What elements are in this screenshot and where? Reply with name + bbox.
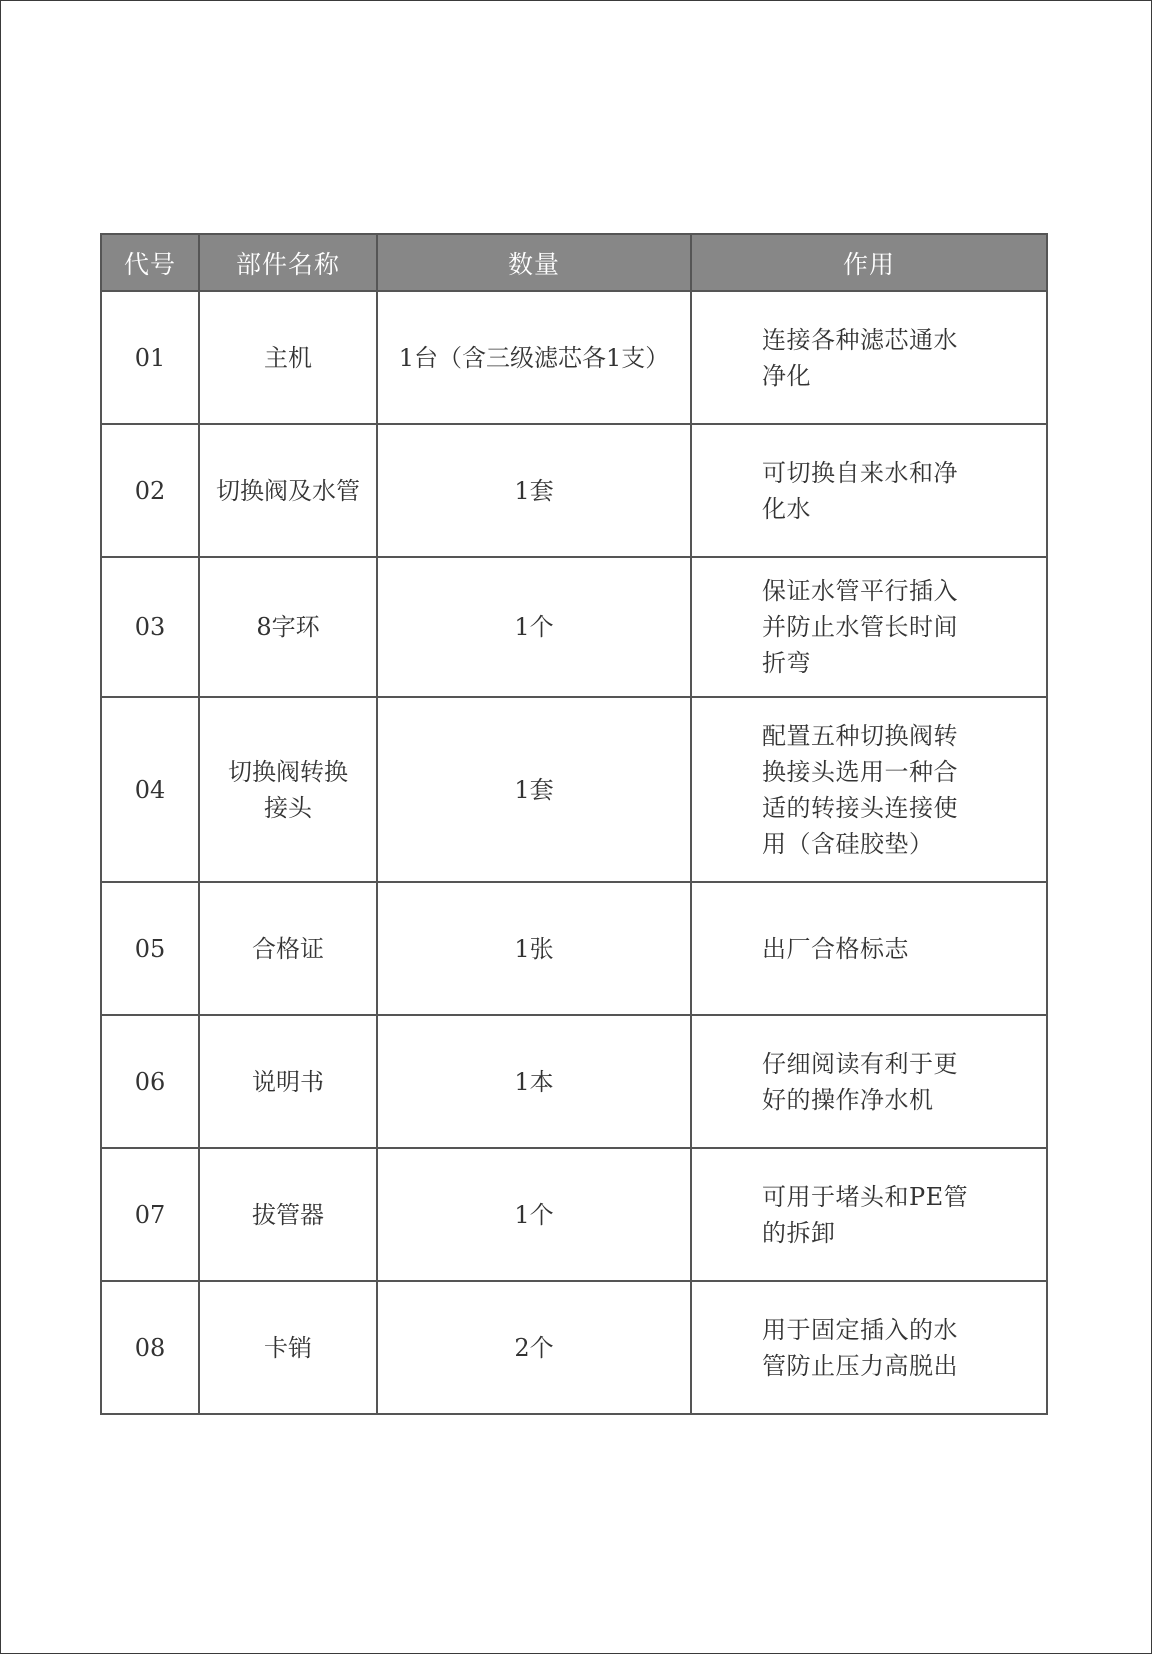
cell-code: 02 bbox=[101, 424, 199, 557]
purpose-text: 可用于堵头和PE管的拆卸 bbox=[762, 1182, 969, 1247]
cell-quantity: 1本 bbox=[377, 1015, 691, 1148]
cell-code: 07 bbox=[101, 1148, 199, 1281]
table-row bbox=[101, 1148, 1047, 1281]
name-text: 切换阀转换接头 bbox=[228, 757, 348, 822]
cell-code: 04 bbox=[101, 697, 199, 882]
cell-quantity: 1台（含三级滤芯各1支） bbox=[377, 291, 691, 424]
cell-quantity: 1个 bbox=[377, 557, 691, 697]
cell-purpose bbox=[691, 697, 1047, 882]
table-header-row bbox=[101, 234, 1047, 291]
cell-code: 05 bbox=[101, 882, 199, 1015]
header-quantity: 数量 bbox=[377, 234, 691, 291]
purpose-text: 配置五种切换阀转换接头选用一种合适的转接头连接使用（含硅胶垫） bbox=[762, 721, 958, 858]
cell-quantity: 2个 bbox=[377, 1281, 691, 1414]
name-text: 8字环 bbox=[256, 613, 320, 641]
cell-purpose bbox=[691, 882, 1047, 1015]
purpose-text: 保证水管平行插入并防止水管长时间折弯 bbox=[762, 577, 958, 677]
cell-purpose bbox=[691, 424, 1047, 557]
table-row bbox=[101, 424, 1047, 557]
name-text: 合格证 bbox=[252, 934, 324, 963]
cell-purpose bbox=[691, 557, 1047, 697]
purpose-text: 可切换自来水和净化水 bbox=[762, 458, 958, 523]
header-name: 部件名称 bbox=[199, 234, 377, 291]
name-text: 说明书 bbox=[252, 1067, 324, 1096]
table-row bbox=[101, 1015, 1047, 1148]
purpose-text: 连接各种滤芯通水净化 bbox=[762, 325, 958, 390]
name-text: 主机 bbox=[264, 343, 312, 372]
cell-code: 03 bbox=[101, 557, 199, 697]
cell-quantity: 1套 bbox=[377, 424, 691, 557]
purpose-text: 仔细阅读有利于更好的操作净水机 bbox=[762, 1049, 958, 1114]
table-row bbox=[101, 697, 1047, 882]
name-text: 拔管器 bbox=[252, 1200, 324, 1229]
cell-purpose bbox=[691, 1148, 1047, 1281]
cell-name bbox=[199, 697, 377, 882]
cell-name bbox=[199, 1015, 377, 1148]
name-text: 切换阀及水管 bbox=[216, 476, 360, 505]
cell-name bbox=[199, 291, 377, 424]
table-row bbox=[101, 882, 1047, 1015]
cell-name bbox=[199, 1281, 377, 1414]
cell-purpose bbox=[691, 291, 1047, 424]
header-purpose: 作用 bbox=[691, 234, 1047, 291]
cell-purpose bbox=[691, 1015, 1047, 1148]
purpose-text: 用于固定插入的水管防止压力高脱出 bbox=[762, 1315, 958, 1380]
cell-code: 06 bbox=[101, 1015, 199, 1148]
table-row bbox=[101, 1281, 1047, 1414]
purpose-text: 出厂合格标志 bbox=[762, 934, 909, 963]
cell-quantity: 1张 bbox=[377, 882, 691, 1015]
cell-name bbox=[199, 1148, 377, 1281]
table-row bbox=[101, 291, 1047, 424]
cell-name bbox=[199, 557, 377, 697]
header-code: 代号 bbox=[101, 234, 199, 291]
table-row bbox=[101, 557, 1047, 697]
cell-quantity: 1套 bbox=[377, 697, 691, 882]
name-text: 卡销 bbox=[264, 1333, 312, 1362]
cell-name bbox=[199, 882, 377, 1015]
parts-table bbox=[100, 233, 1048, 1415]
cell-code: 08 bbox=[101, 1281, 199, 1414]
cell-quantity: 1个 bbox=[377, 1148, 691, 1281]
cell-name bbox=[199, 424, 377, 557]
cell-code: 01 bbox=[101, 291, 199, 424]
cell-purpose bbox=[691, 1281, 1047, 1414]
